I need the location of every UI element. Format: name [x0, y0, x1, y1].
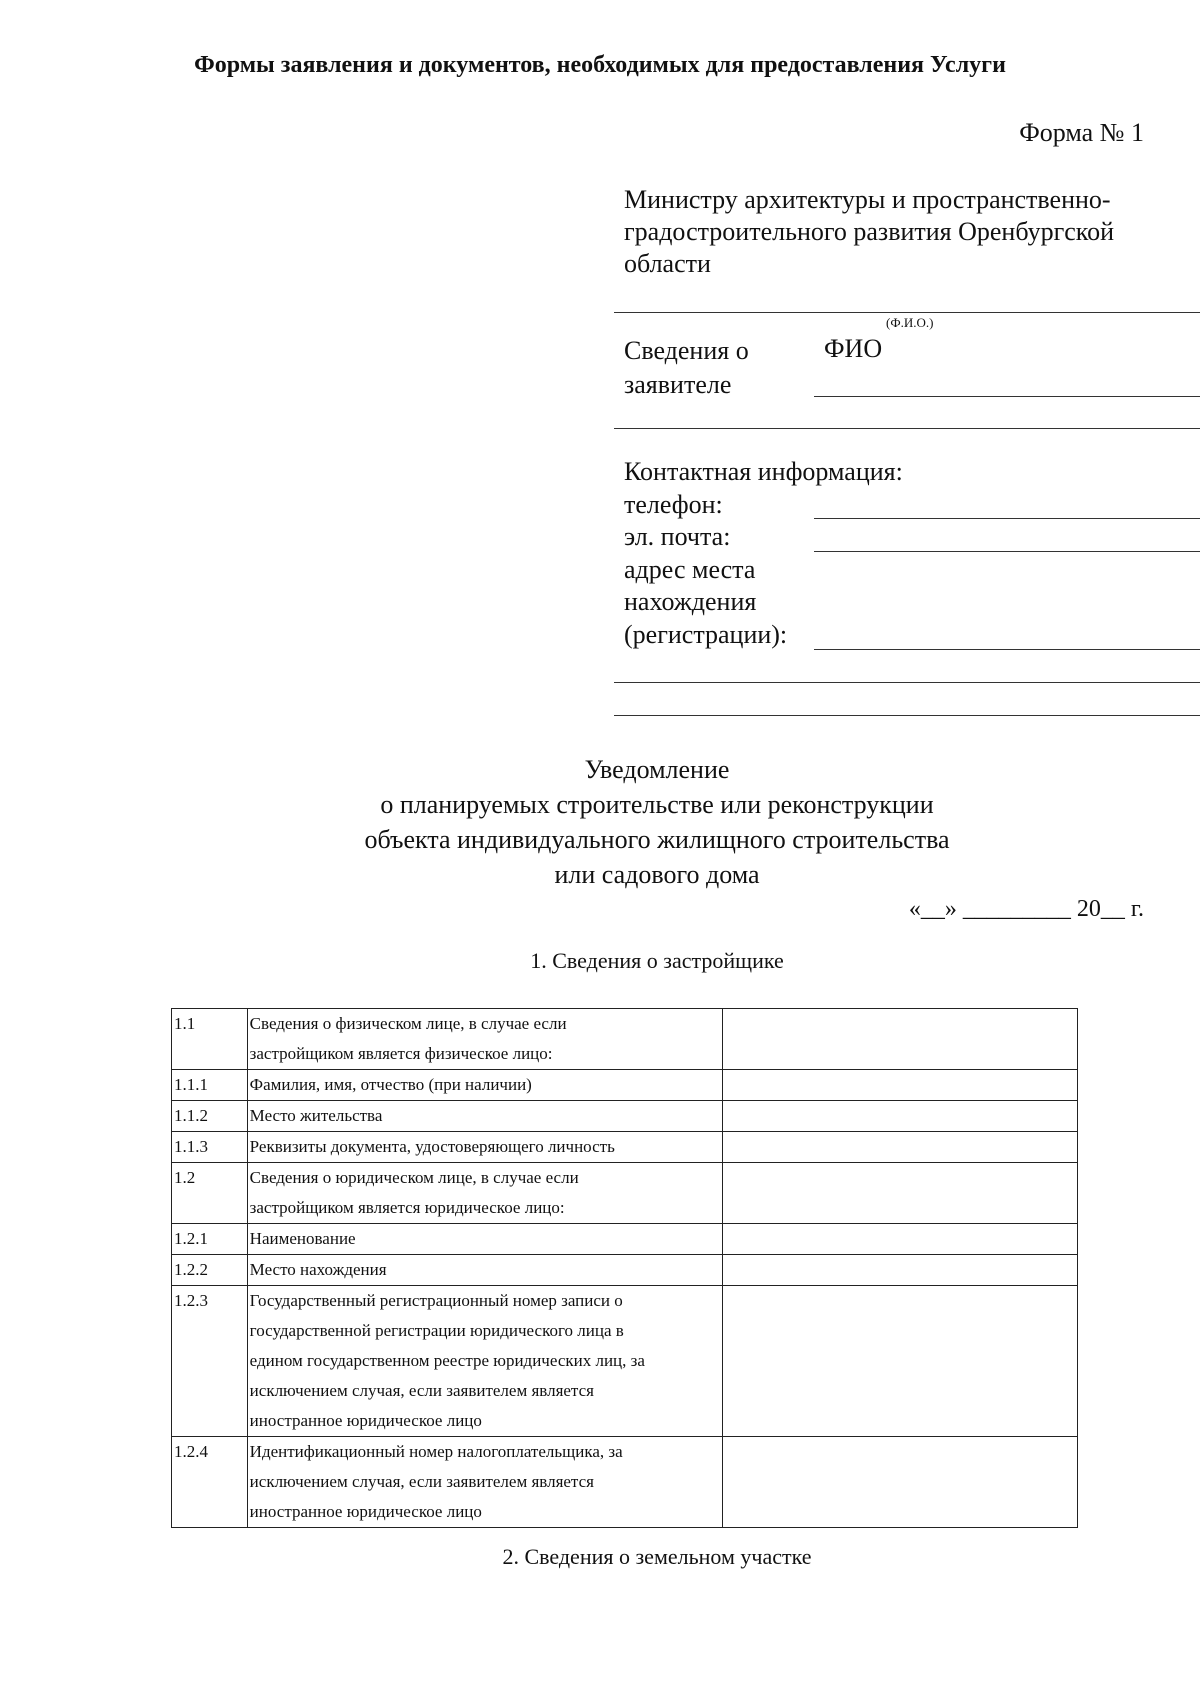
email-input-line[interactable]	[814, 551, 1200, 552]
recipient-block	[624, 184, 1184, 280]
row-description-line: иностранное юридическое лицо	[249, 1502, 482, 1521]
document-title: Формы заявления и документов, необходимых для предоставления Услуги	[194, 52, 1006, 78]
row-description-line: Место нахождения	[249, 1260, 387, 1279]
date-field[interactable]: «__» _________ 20__ г.	[908, 896, 1144, 922]
phone-input-line[interactable]	[814, 518, 1200, 519]
row-number: 1.1.3	[172, 1132, 248, 1163]
row-value-cell[interactable]	[722, 1132, 1077, 1163]
row-value-cell[interactable]	[722, 1224, 1077, 1255]
notice-subtitle-line: о планируемых строительстве или реконструкции	[380, 790, 934, 819]
row-description	[247, 1163, 722, 1224]
recipient-line: области	[624, 249, 711, 278]
row-description-line: Реквизиты документа, удостоверяющего личность	[249, 1137, 615, 1156]
address-label-line: (регистрации):	[624, 619, 788, 649]
row-description	[247, 1255, 722, 1286]
row-description-line: иностранное юридическое лицо	[249, 1411, 482, 1430]
row-number: 1.1	[172, 1009, 248, 1070]
row-description	[247, 1437, 722, 1528]
address-label-line: нахождения	[624, 587, 757, 616]
row-number: 1.2	[172, 1163, 248, 1224]
fio-input-line[interactable]	[814, 396, 1200, 397]
row-description	[247, 1101, 722, 1132]
applicant-label	[624, 334, 749, 402]
row-value-cell[interactable]	[722, 1286, 1077, 1437]
table-row	[172, 1255, 1078, 1286]
fio-label: ФИО	[824, 334, 883, 363]
address-input-line[interactable]	[814, 649, 1200, 650]
row-value-cell[interactable]	[722, 1163, 1077, 1224]
row-number: 1.1.2	[172, 1101, 248, 1132]
row-number: 1.2.1	[172, 1224, 248, 1255]
row-description-line: застройщиком является физическое лицо:	[249, 1044, 553, 1063]
table-row	[172, 1286, 1078, 1437]
row-description-line: Фамилия, имя, отчество (при наличии)	[249, 1075, 532, 1094]
row-description-line: Сведения о юридическом лице, в случае если	[249, 1168, 579, 1187]
table-row	[172, 1009, 1078, 1070]
section-2-title: 2. Сведения о земельном участке	[502, 1544, 812, 1569]
developer-info-table	[171, 1008, 1078, 1528]
table-row	[172, 1070, 1078, 1101]
row-description	[247, 1286, 722, 1437]
email-label: эл. почта:	[624, 522, 731, 551]
row-number: 1.2.4	[172, 1437, 248, 1528]
fio-hint: (Ф.И.О.)	[886, 315, 934, 330]
applicant-label-line: Сведения о	[624, 336, 749, 365]
divider-line	[614, 715, 1200, 716]
table-row	[172, 1163, 1078, 1224]
contact-heading: Контактная информация:	[624, 457, 903, 486]
row-value-cell[interactable]	[722, 1437, 1077, 1528]
row-description	[247, 1009, 722, 1070]
applicant-label-line: заявителе	[624, 370, 732, 399]
row-description-line: государственной регистрации юридического лица в	[249, 1321, 624, 1340]
contact-info-block	[624, 456, 903, 651]
row-description-line: исключением случая, если заявителем является	[249, 1381, 594, 1400]
recipient-line: градостроительного развития Оренбургской	[624, 217, 1115, 246]
row-number: 1.1.1	[172, 1070, 248, 1101]
row-value-cell[interactable]	[722, 1101, 1077, 1132]
row-description	[247, 1070, 722, 1101]
row-description-line: Наименование	[249, 1229, 356, 1248]
row-value-cell[interactable]	[722, 1070, 1077, 1101]
row-value-cell[interactable]	[722, 1009, 1077, 1070]
row-description-line: Место жительства	[249, 1106, 383, 1125]
table-row	[172, 1101, 1078, 1132]
phone-label: телефон:	[624, 489, 723, 519]
notice-title: Уведомление	[584, 755, 730, 784]
divider-line	[614, 428, 1200, 429]
table-row	[172, 1132, 1078, 1163]
row-description	[247, 1132, 722, 1163]
row-number: 1.2.3	[172, 1286, 248, 1437]
recipient-line: Министру архитектуры и пространственно-	[624, 185, 1111, 214]
form-number: Форма № 1	[1019, 118, 1144, 147]
notice-subtitle-line: объекта индивидуального жилищного строительства	[364, 825, 950, 854]
section-1-title: 1. Сведения о застройщике	[530, 948, 784, 973]
row-description-line: едином государственном реестре юридических лиц, за	[249, 1351, 645, 1370]
row-description-line: исключением случая, если заявителем является	[249, 1472, 594, 1491]
notice-subtitle-line: или садового дома	[554, 860, 760, 889]
row-description	[247, 1224, 722, 1255]
row-description-line: Идентификационный номер налогоплательщика, за	[249, 1442, 623, 1461]
row-description-line: Сведения о физическом лице, в случае если	[249, 1014, 567, 1033]
address-label-line: адрес места	[624, 554, 756, 584]
row-description-line: застройщиком является юридическое лицо:	[249, 1198, 565, 1217]
divider-line	[614, 682, 1200, 683]
divider-line	[614, 312, 1200, 313]
notice-heading	[0, 752, 1200, 892]
table-row	[172, 1437, 1078, 1528]
row-number: 1.2.2	[172, 1255, 248, 1286]
row-description-line: Государственный регистрационный номер записи о	[249, 1291, 623, 1310]
row-value-cell[interactable]	[722, 1255, 1077, 1286]
table-row	[172, 1224, 1078, 1255]
